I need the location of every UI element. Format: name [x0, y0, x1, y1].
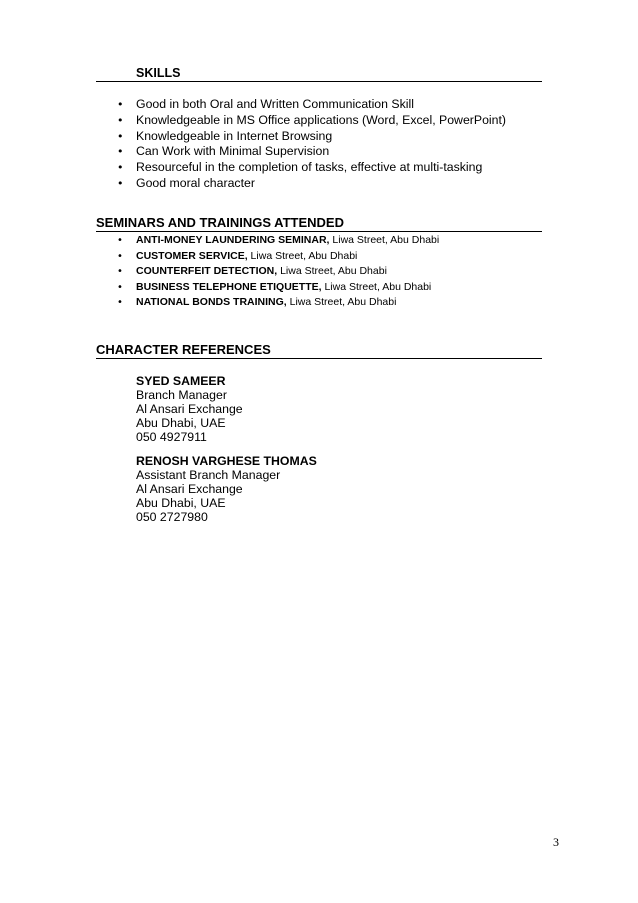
seminar-title: BUSINESS TELEPHONE ETIQUETTE,: [136, 280, 322, 293]
list-item: [117, 160, 506, 176]
reference-name: RENOSH VARGHESE THOMAS: [136, 454, 317, 468]
page-number: 3: [553, 835, 559, 849]
seminar-title: ANTI-MONEY LAUNDERING SEMINAR,: [136, 234, 330, 246]
list-item: [117, 249, 439, 265]
references-heading: CHARACTER REFERENCES: [96, 342, 271, 357]
bullet-icon: •: [117, 129, 124, 143]
list-item: [117, 112, 506, 129]
seminar-location: Liwa Street, Abu Dhabi: [321, 280, 432, 293]
bullet-icon: •: [117, 266, 123, 277]
list-item: [117, 295, 439, 311]
seminar-location: Liwa Street, Abu Dhabi: [247, 249, 358, 262]
seminar-title: COUNTERFEIT DETECTION,: [136, 265, 278, 277]
skills-divider: [96, 81, 542, 82]
list-item: [117, 97, 506, 113]
reference-location: Abu Dhabi, UAE: [136, 496, 226, 510]
reference-name: SYED SAMEER: [136, 374, 226, 388]
seminars-heading: SEMINARS AND TRAININGS ATTENDED: [96, 215, 344, 230]
bullet-icon: •: [117, 113, 124, 127]
reference-position: Assistant Branch Manager: [136, 468, 281, 482]
bullet-icon: •: [117, 297, 123, 308]
bullet-icon: •: [117, 235, 123, 246]
skills-list: [117, 97, 506, 192]
skill-text: Good moral character: [136, 175, 255, 190]
references-divider: [96, 358, 542, 359]
reference-entry: [136, 454, 317, 524]
bullet-icon: •: [117, 145, 124, 159]
list-item: [117, 144, 506, 160]
reference-entry: [136, 374, 243, 444]
skill-text: Knowledgeable in MS Office applications (Word, Excel, PowerPoint): [136, 112, 506, 127]
skills-heading: SKILLS: [136, 66, 181, 80]
reference-phone: 050 4927911: [136, 430, 207, 444]
bullet-icon: •: [117, 250, 123, 262]
seminars-divider: [96, 231, 542, 232]
seminar-location: Liwa Street, Abu Dhabi: [277, 265, 387, 277]
seminar-location: Liwa Street, Abu Dhabi: [329, 234, 440, 246]
skill-text: Can Work with Minimal Supervision: [136, 144, 330, 159]
skill-text: Resourceful in the completion of tasks, effective at multi-tasking: [136, 160, 483, 175]
seminar-title: CUSTOMER SERVICE,: [136, 249, 248, 262]
list-item: [117, 233, 440, 249]
seminar-title: NATIONAL BONDS TRAINING,: [136, 296, 287, 308]
seminars-list: [117, 233, 440, 311]
list-item: [117, 128, 506, 145]
reference-position: Branch Manager: [136, 388, 227, 402]
bullet-icon: •: [117, 98, 124, 111]
bullet-icon: •: [117, 281, 123, 293]
list-item: [117, 280, 439, 296]
skill-text: Good in both Oral and Written Communication Skill: [136, 97, 414, 111]
reference-phone: 050 2727980: [136, 510, 208, 524]
list-item: [117, 264, 439, 280]
skill-text: Knowledgeable in Internet Browsing: [136, 128, 333, 143]
bullet-icon: •: [117, 176, 124, 190]
reference-company: Al Ansari Exchange: [136, 402, 243, 416]
list-item: [117, 175, 506, 192]
reference-company: Al Ansari Exchange: [136, 482, 243, 496]
reference-location: Abu Dhabi, UAE: [136, 416, 226, 430]
seminar-location: Liwa Street, Abu Dhabi: [286, 296, 397, 308]
bullet-icon: •: [117, 161, 124, 175]
